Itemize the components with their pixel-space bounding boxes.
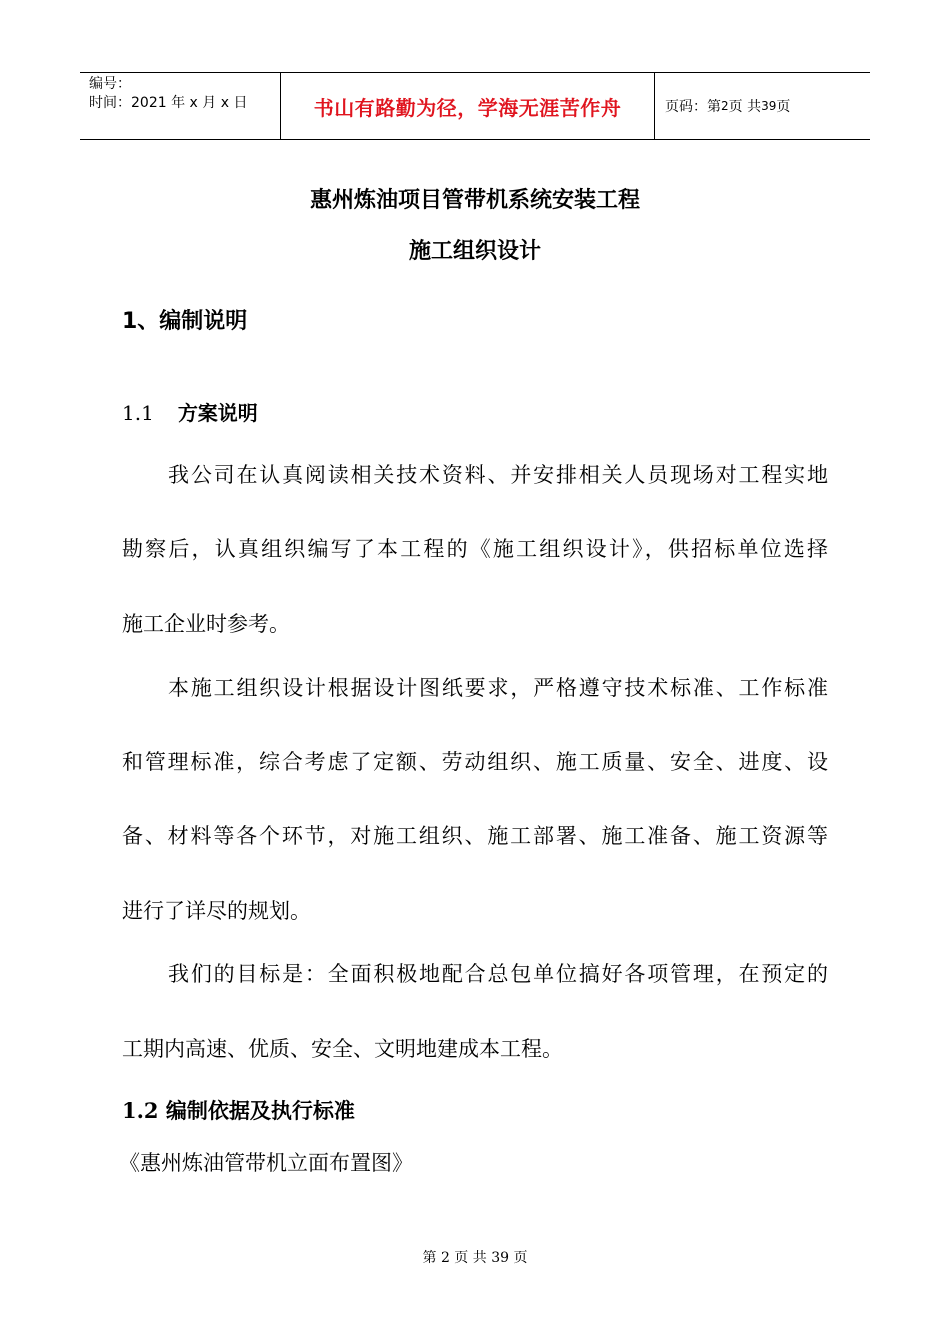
page-total: 39 (761, 99, 777, 113)
header-meta-cell (80, 73, 281, 139)
section-title: 方案说明 (177, 401, 258, 425)
document-number-label: 编号： (89, 76, 131, 92)
document-subtitle: 施工组织设计 (408, 239, 541, 264)
page-current: 2 (721, 99, 729, 113)
document-date: 时间：2021 年 x 月 x 日 (89, 95, 248, 111)
paragraph-line: 和管理标准，综合考虑了定额、劳动组织、施工质量、安全、进度、设 (122, 750, 828, 774)
section-number: 1.1 (122, 401, 154, 425)
section-heading-1-2: 1.2 编制依据及执行标准 (122, 1098, 355, 1123)
paragraph-line: 备、材料等各个环节，对施工组织、施工部署、施工准备、施工资源等 (122, 824, 828, 848)
paragraph-line: 进行了详尽的规划。 (122, 899, 311, 923)
paragraph-line: 我公司在认真阅读相关技术资料、并安排相关人员现场对工程实地 (168, 463, 828, 487)
paragraph-line: 本施工组织设计根据设计图纸要求，严格遵守技术标准、工作标准 (168, 676, 828, 700)
header-motto: 书山有路勤为径，学海无涯苦作舟 (281, 73, 655, 139)
reference-item: 《惠州炼油管带机立面布置图》 (119, 1151, 413, 1175)
paragraph-line: 我们的目标是：全面积极地配合总包单位搞好各项管理，在预定的 (168, 962, 828, 986)
section-heading-1: 1、编制说明 (122, 309, 248, 334)
paragraph-line: 施工企业时参考。 (122, 612, 290, 636)
page-mid: 页 共 (728, 99, 762, 115)
paragraph-line: 勘察后，认真组织编写了本工程的《施工组织设计》，供招标单位选择 (122, 537, 828, 561)
document-title: 惠州炼油项目管带机系统安装工程 (309, 188, 640, 213)
page-suffix: 页 (776, 99, 791, 115)
paragraph-line: 工期内高速、优质、安全、文明地建成本工程。 (122, 1037, 563, 1061)
header-table (80, 72, 870, 140)
header-page-indicator (655, 73, 870, 139)
page-prefix: 页码：第 (665, 99, 721, 115)
page-footer: 第 2 页 共 39 页 (422, 1250, 528, 1266)
section-heading-1-1 (122, 397, 258, 426)
